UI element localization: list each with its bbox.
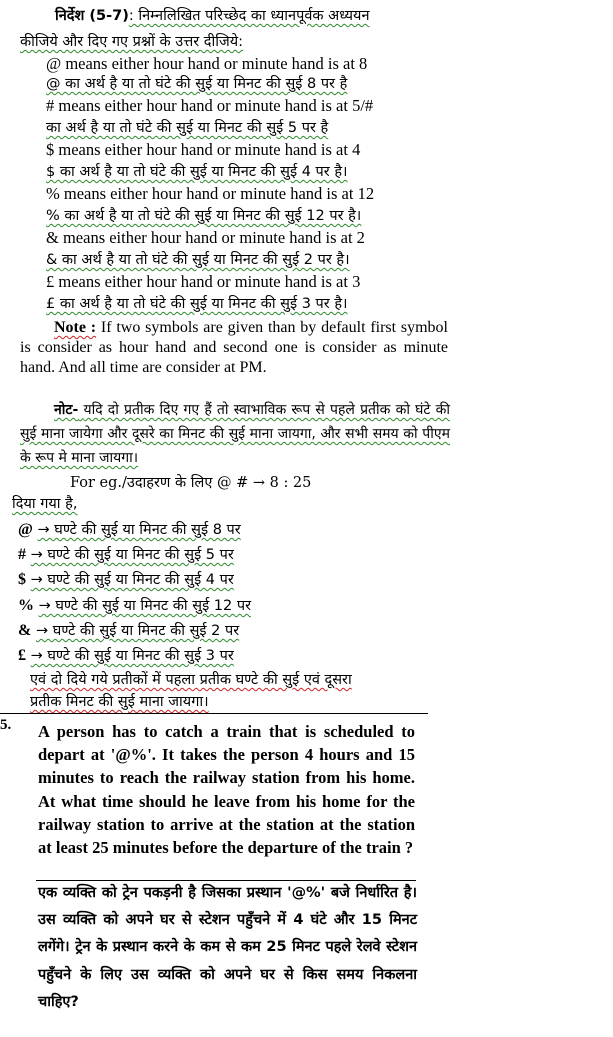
example-item-pound <box>18 646 234 666</box>
symbol-at: @ <box>18 521 33 538</box>
note-label-en: Note : <box>54 319 97 336</box>
example-footer-line1: एवं दो दिये गये प्रतीकों में पहला प्रतीक घण्टे की सुई एवं दूसरा <box>30 672 352 688</box>
rule-3-hi: $ का अर्थ है या तो घंटे की सुई या मिनट की सुई 4 पर है। <box>46 164 348 180</box>
note-text-hi: यदि दो प्रतीक दिए गए हैं तो स्वाभाविक रूप से पहले प्रतीक को घंटे की सुई माना जायेगा और दूसरे का मिनट की सुई माना जायगा, और सभी समय को पीएम के रूप मे माना जायगा। <box>20 402 451 466</box>
example-footer-line2: प्रतीक मिनट की सुई माना जायगा। <box>30 694 209 710</box>
note-text-en: If two symbols are given than by default first symbol is consider as hour hand and second one is consider as minute hand. And all time are consider at PM. <box>20 319 449 376</box>
rule-5-en: & means either hour hand or minute hand is at 2 <box>46 228 365 247</box>
example-line2: दिया गया है, <box>12 496 78 512</box>
rule-5-hi: & का अर्थ है या तो घंटे की सुई या मिनट की सुई 2 पर है। <box>46 252 350 268</box>
symbol-percent: % <box>18 597 34 614</box>
example-item-dollar <box>18 570 234 590</box>
rule-3-en: $ means either hour hand or minute hand is at 4 <box>46 140 361 159</box>
note-label-hi: नोट- <box>54 402 79 418</box>
example-item-percent-text: → घण्टे की सुई या मिनट की सुई 12 पर <box>38 598 252 614</box>
example-item-percent <box>18 596 251 616</box>
directions-heading-line1 <box>55 6 370 26</box>
example-item-at-text: → घण्टे की सुई या मिनट की सुई 8 पर <box>37 522 241 538</box>
question-text-hi: एक व्यक्ति को ट्रेन पकड़नी है जिसका प्रस्थान '@%' बजे निर्धारित है। उस व्यक्ति को अपने घर से स्टेशन पहुँचने में 4 घंटे और 15 मिनट लगेंगे। ट्रेन के प्रस्थान करने के कम से कम 25 मिनट पहले रेलवे स्टेशन पहुँचने के लिए उस व्यक्ति को अपने घर से किस समय निकलना चाहिए? <box>38 885 417 1010</box>
rule-4-hi: % का अर्थ है या तो घंटे की सुई या मिनट की सुई 12 पर है। <box>46 208 362 224</box>
example-item-hash <box>18 545 234 565</box>
rule-2-en: # means either hour hand or minute hand is at 5/# <box>46 96 374 115</box>
question-top-rule <box>0 713 428 714</box>
rule-1-en: @ means either hour hand or minute hand is at 8 <box>46 54 368 73</box>
rule-2-hi: का अर्थ है या तो घंटे की सुई या मिनट की सुई 5 पर है <box>46 120 329 136</box>
example-line1: For eg./उदाहरण के लिए @ # → 8 : 25 <box>70 475 312 491</box>
question-text-en: A person has to catch a train that is scheduled to depart at '@%'. It takes the person 4 hours and 15 minutes to reach the railway station from his home. At what time should he leave from his home for the railway station to arrive at the station at the station at least 25 minutes before the departure of the train ? <box>38 722 415 858</box>
question-number: 5. <box>0 717 12 733</box>
rule-1-hi: @ का अर्थ है या तो घंटे की सुई या मिनट की सुई 8 पर है <box>46 76 348 92</box>
rule-6-hi: £ का अर्थ है या तो घंटे की सुई या मिनट की सुई 3 पर है। <box>46 296 348 312</box>
symbol-dollar: $ <box>18 571 26 588</box>
note-en-paragraph <box>20 318 448 378</box>
example-item-dollar-text: → घण्टे की सुई या मिनट की सुई 4 पर <box>30 572 234 588</box>
note-hi-paragraph <box>20 398 450 470</box>
example-item-hash-text: → घण्टे की सुई या मिनट की सुई 5 पर <box>30 547 234 563</box>
example-item-ampersand <box>18 621 239 641</box>
directions-heading-rest: : निम्नलिखित परिच्छेद का ध्यानपूर्वक अध्ययन <box>128 8 370 24</box>
rule-4-en: % means either hour hand or minute hand is at 12 <box>46 184 375 203</box>
symbol-pound: £ <box>18 647 26 664</box>
symbol-hash: # <box>18 546 26 563</box>
directions-heading-line2: कीजिये और दिए गए प्रश्नों के उत्तर दीजिये: <box>20 34 244 50</box>
example-item-pound-text: → घण्टे की सुई या मिनट की सुई 3 पर <box>30 648 234 664</box>
example-item-ampersand-text: → घण्टे की सुई या मिनट की सुई 2 पर <box>35 623 240 639</box>
symbol-ampersand: & <box>18 622 32 639</box>
rule-6-en: £ means either hour hand or minute hand is at 3 <box>46 272 361 291</box>
example-item-at <box>18 520 241 540</box>
directions-heading: निर्देश (5-7) <box>55 8 129 24</box>
